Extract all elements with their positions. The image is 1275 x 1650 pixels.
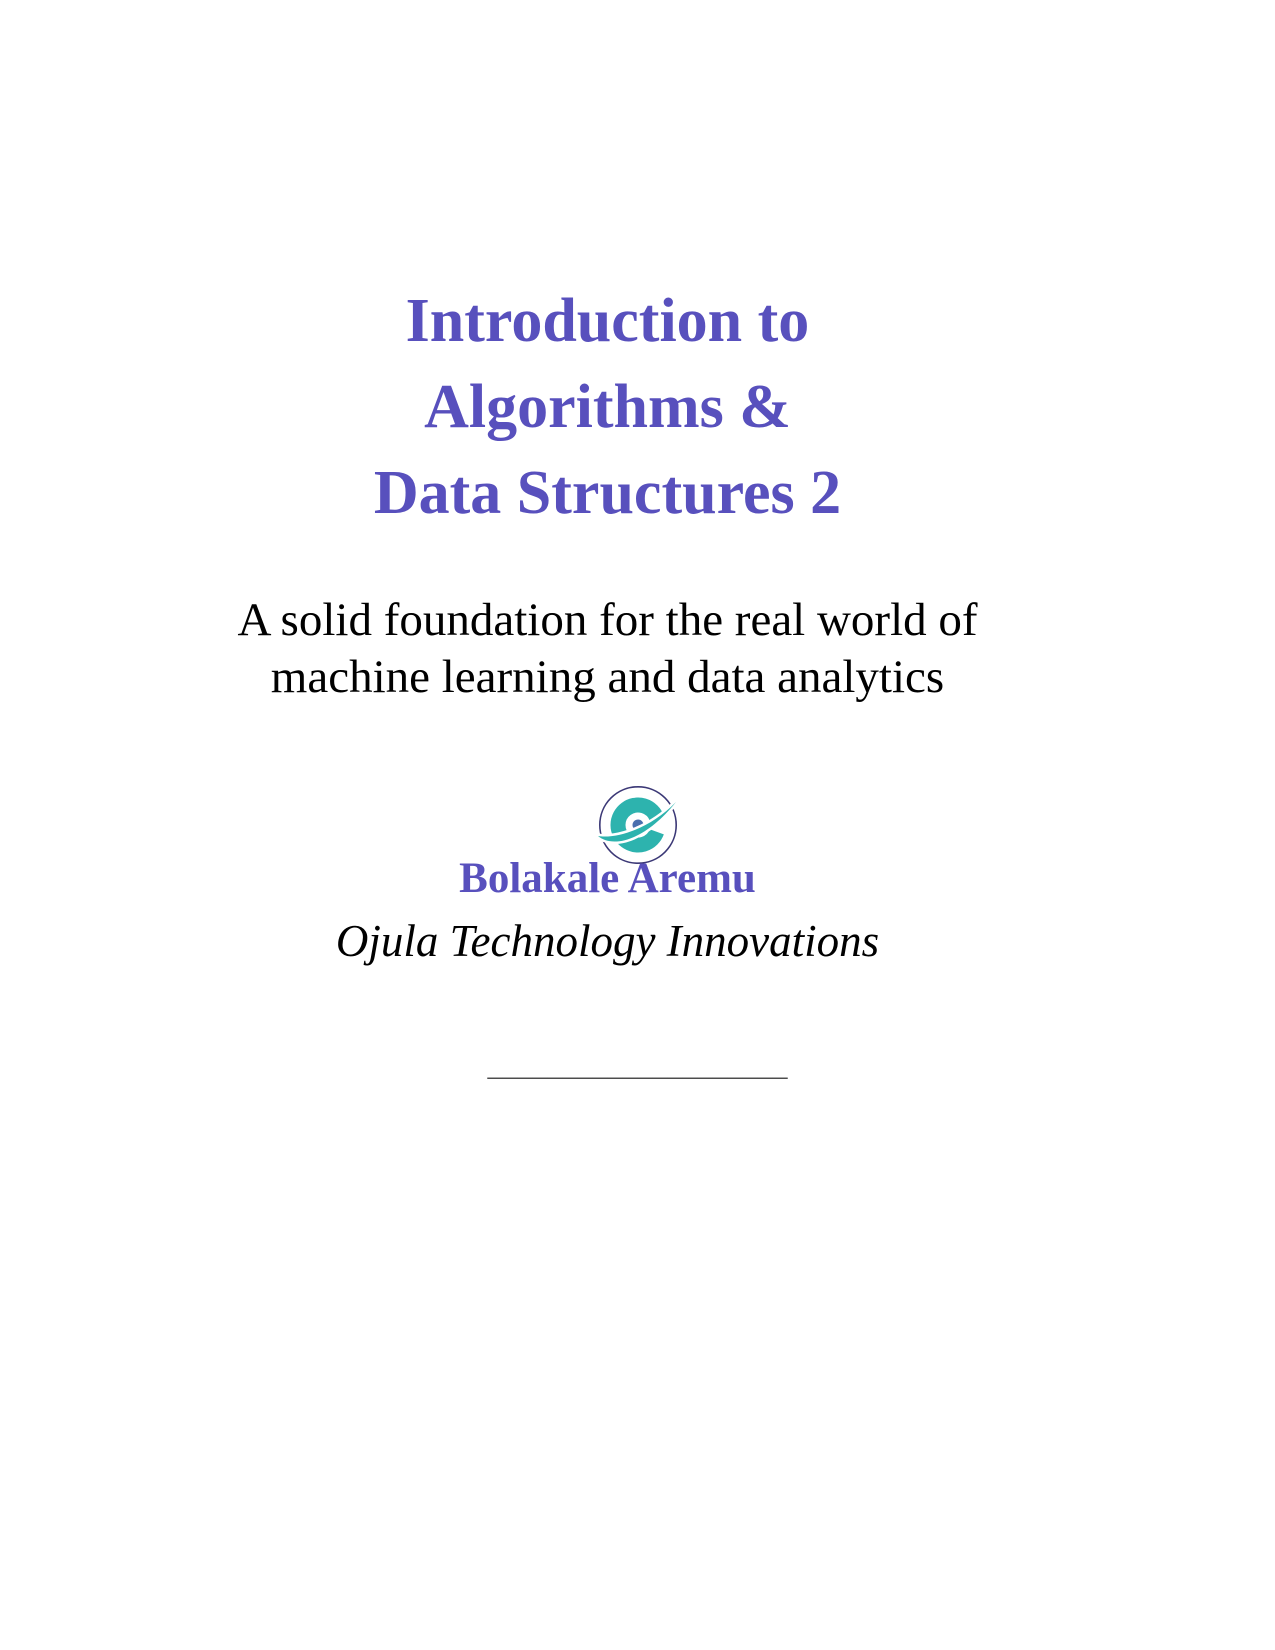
title-line-1: Introduction to (405, 287, 810, 355)
subtitle-line-1: A solid foundation for the real world of (237, 594, 978, 646)
divider-line: ____________________ (487, 1049, 788, 1082)
title-line-3: Data Structures 2 (373, 459, 842, 527)
page-title (0, 278, 1215, 536)
author-name: Bolakale Aremu (459, 855, 756, 902)
publisher-name: Ojula Technology Innovations (335, 916, 880, 966)
subtitle (0, 592, 1215, 706)
subtitle-line-2: machine learning and data analytics (270, 651, 945, 703)
title-line-2: Algorithms & (424, 373, 791, 441)
